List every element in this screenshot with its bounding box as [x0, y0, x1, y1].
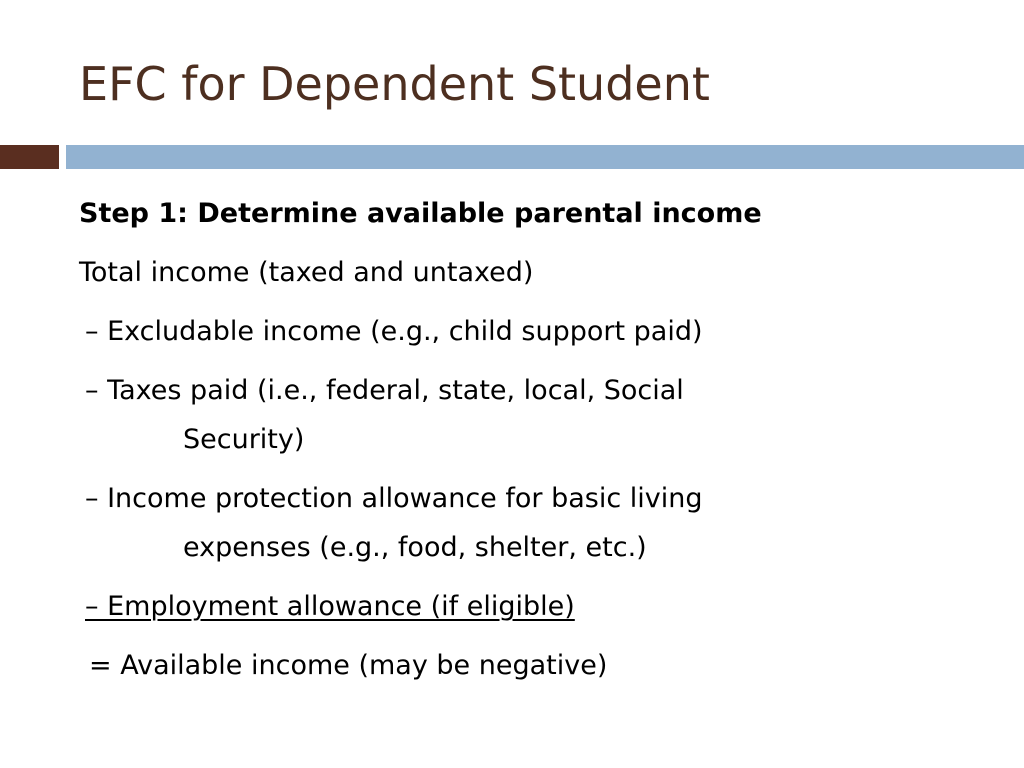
deduction-item-text: – Income protection allowance for basic living — [85, 483, 703, 514]
deduction-item-text: – Taxes paid (i.e., federal, state, local, Social — [85, 375, 684, 406]
deduction-item-income-protection — [79, 474, 979, 572]
deduction-item-taxes — [79, 366, 979, 464]
deduction-item-text: – Employment allowance (if eligible) — [85, 591, 575, 622]
deduction-item-excludable — [79, 307, 979, 356]
deduction-item-employment — [79, 582, 979, 631]
available-income-result: = Available income (may be negative) — [89, 650, 608, 681]
slide-title: EFC for Dependent Student — [79, 57, 710, 111]
deduction-item-continuation: Security) — [183, 424, 305, 455]
title-accent-bar-brown — [0, 145, 59, 169]
total-income-line: Total income (taxed and untaxed) — [79, 257, 534, 288]
deduction-item-text: – Excludable income (e.g., child support paid) — [85, 316, 703, 347]
deduction-item-continuation: expenses (e.g., food, shelter, etc.) — [183, 532, 647, 563]
step-heading: Step 1: Determine available parental income — [79, 198, 762, 229]
slide-body — [79, 189, 979, 690]
title-accent-bar-blue — [66, 145, 1024, 169]
